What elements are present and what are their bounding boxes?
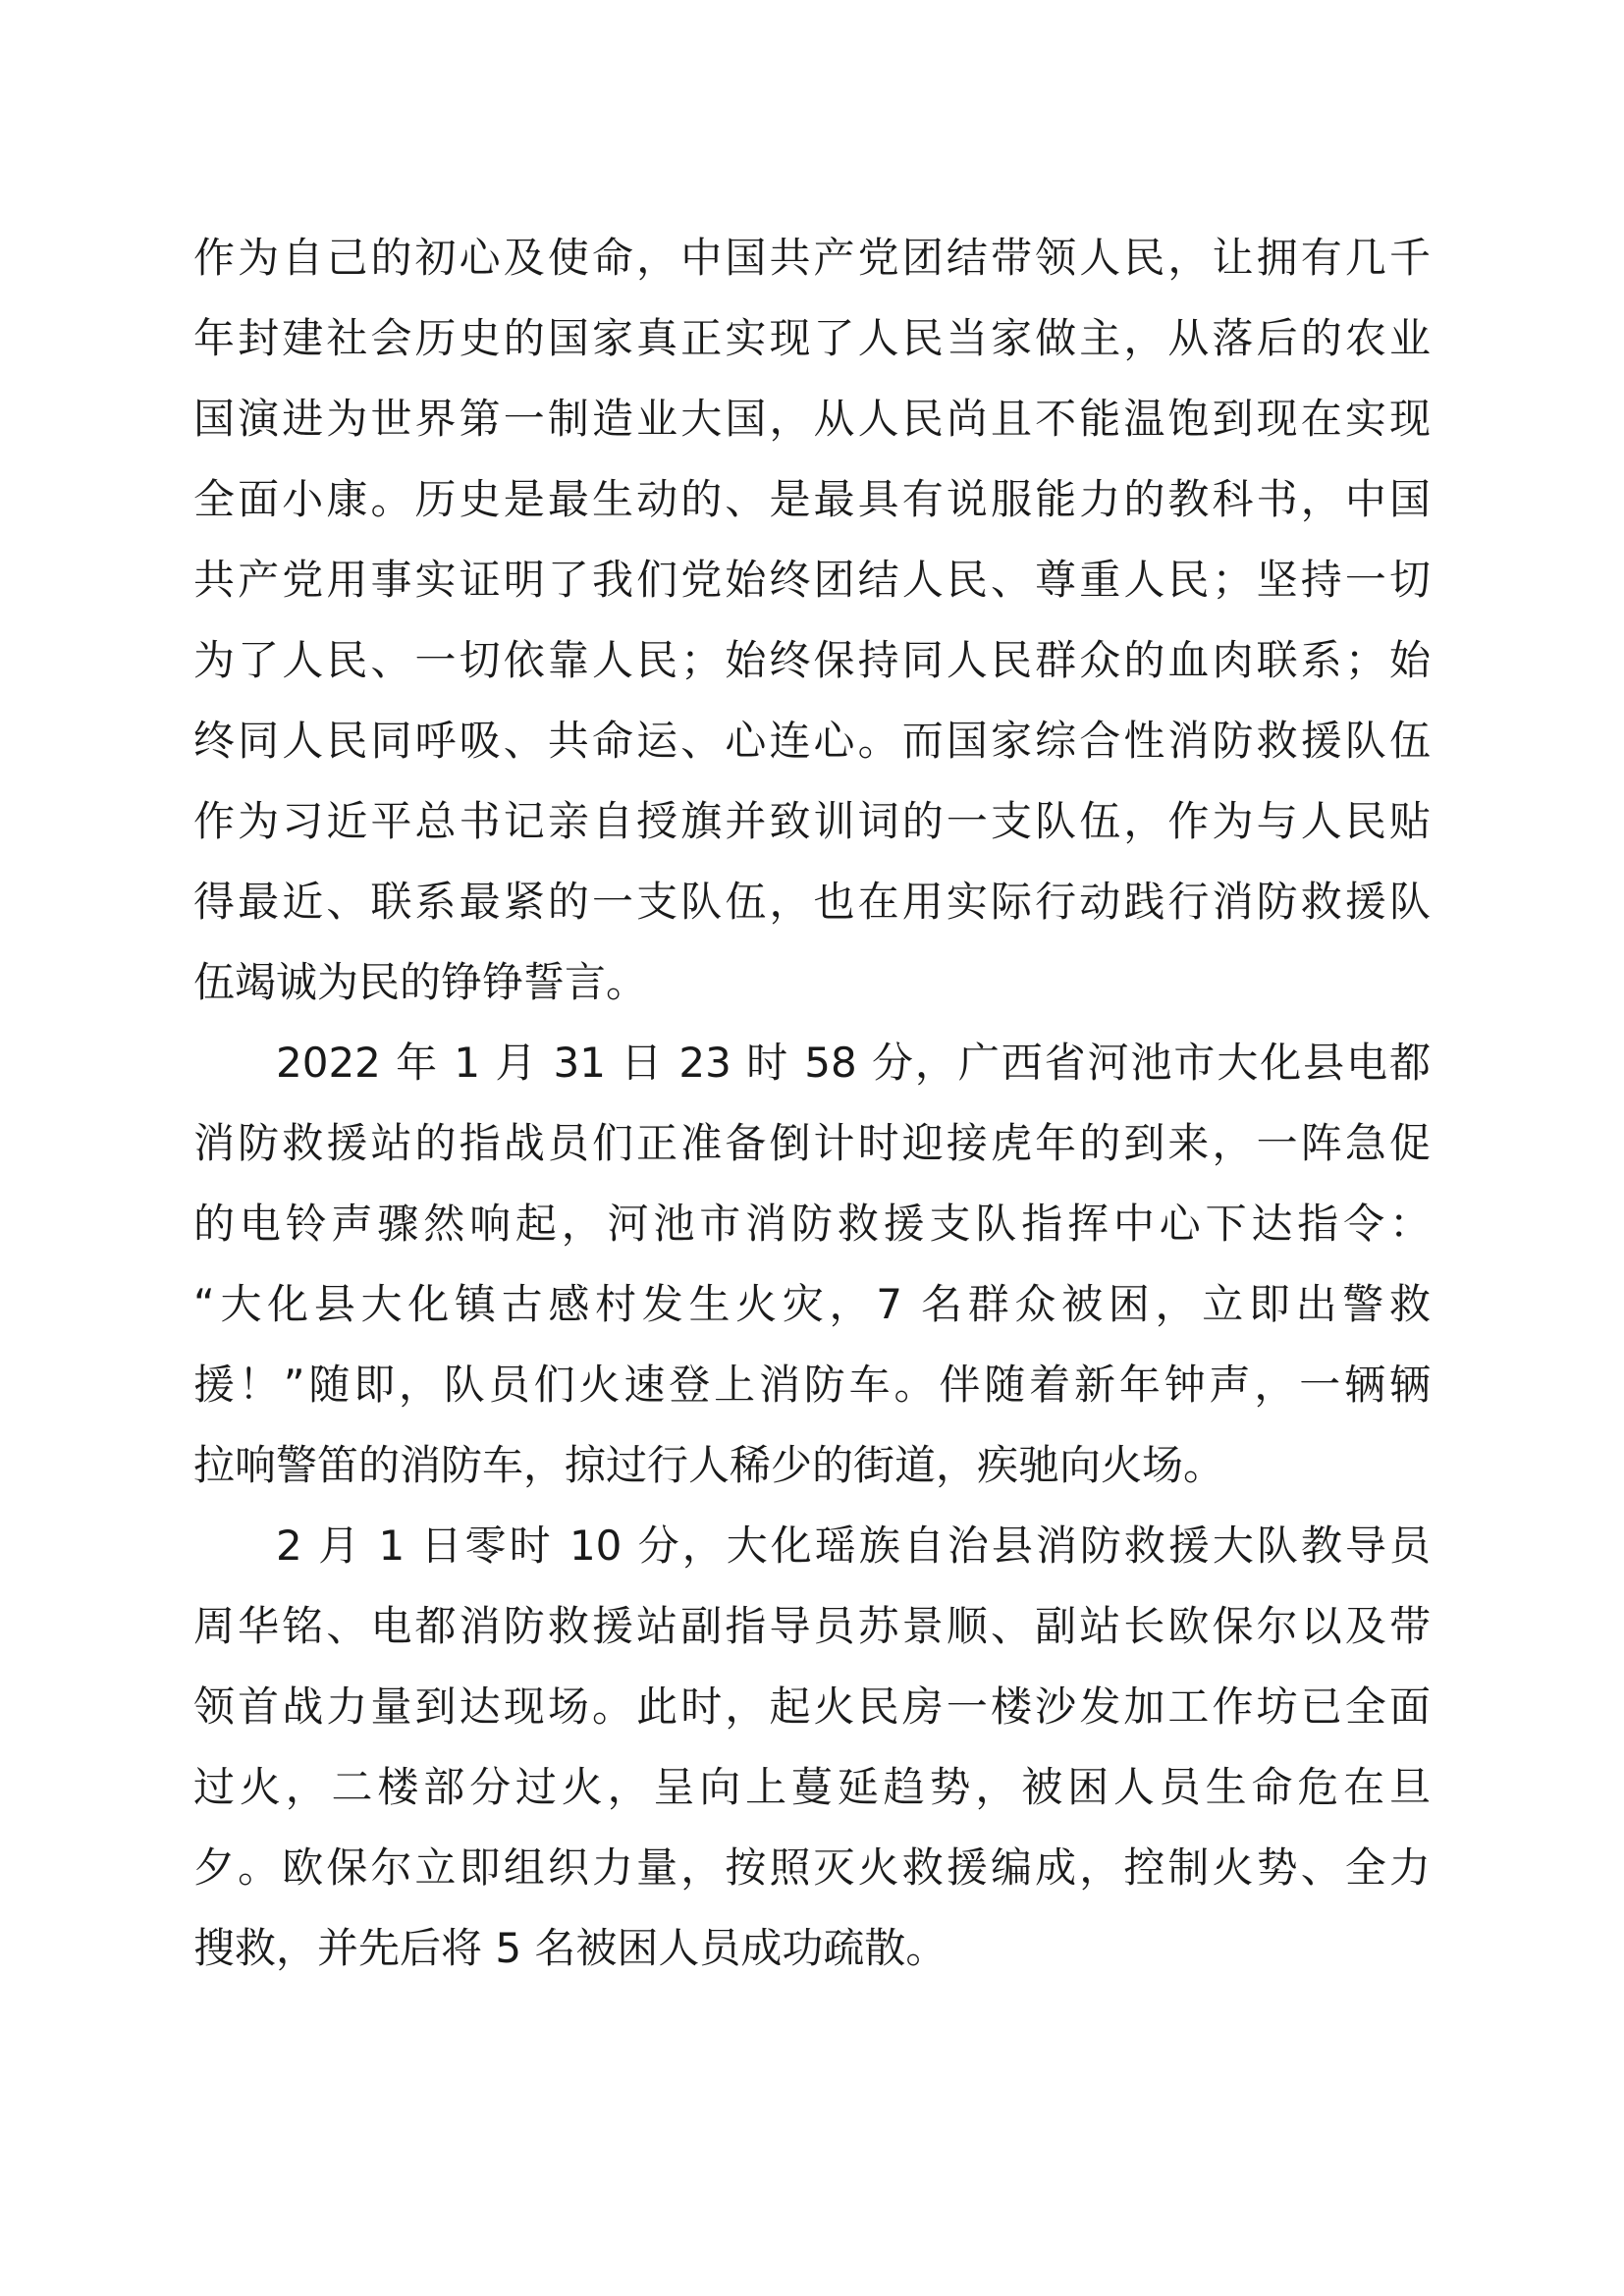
- paragraph-2: [193, 1023, 1431, 1506]
- text-line: 2022 年 1 月 31 日 23 时 58 分，广西省河池市大化县电都: [276, 1039, 1431, 1087]
- text-line: 2 月 1 日零时 10 分，大化瑶族自治县消防救援大队教导员: [276, 1522, 1431, 1570]
- text-line: 伍竭诚为民的铮铮誓言。: [193, 958, 648, 1006]
- text-line: 作为自己的初心及使命，中国共产党团结带领人民，让拥有几千: [193, 234, 1431, 282]
- text-line: 周华铭、电都消防救援站副指导员苏景顺、副站长欧保尔以及带: [193, 1602, 1431, 1650]
- body-text: [193, 218, 1431, 1989]
- text-line: 得最近、联系最紧的一支队伍，也在用实际行动践行消防救援队: [193, 878, 1431, 926]
- text-line: 拉响警笛的消防车，掠过行人稀少的街道，疾驰向火场。: [193, 1441, 1225, 1489]
- text-line: 作为习近平总书记亲自授旗并致训词的一支队伍，作为与人民贴: [193, 797, 1431, 845]
- text-line: 消防救援站的指战员们正准备倒计时迎接虎年的到来，一阵急促: [193, 1119, 1431, 1167]
- text-line: 的电铃声骤然响起，河池市消防救援支队指挥中心下达指令：: [193, 1200, 1431, 1248]
- text-line: 援！”随即，队员们火速登上消防车。伴随着新年钟声，一辆辆: [193, 1361, 1431, 1409]
- text-line: 终同人民同呼吸、共命运、心连心。而国家综合性消防救援队伍: [193, 717, 1431, 765]
- text-line: 国演进为世界第一制造业大国，从人民尚且不能温饱到现在实现: [193, 395, 1431, 443]
- text-line: 年封建社会历史的国家真正实现了人民当家做主，从落后的农业: [193, 314, 1431, 362]
- text-line: “大化县大化镇古感村发生火灾，7 名群众被困，立即出警救: [193, 1280, 1431, 1328]
- text-line: 领首战力量到达现场。此时，起火民房一楼沙发加工作坊已全面: [193, 1682, 1431, 1731]
- text-line: 过火，二楼部分过火，呈向上蔓延趋势，被困人员生命危在旦: [193, 1763, 1431, 1811]
- paragraph-1: [193, 218, 1431, 1023]
- paragraph-3: [193, 1506, 1431, 1989]
- text-line: 搜救，并先后将 5 名被困人员成功疏散。: [193, 1924, 947, 1972]
- text-line: 为了人民、一切依靠人民；始终保持同人民群众的血肉联系；始: [193, 636, 1431, 684]
- text-line: 共产党用事实证明了我们党始终团结人民、尊重人民；坚持一切: [193, 556, 1431, 604]
- text-line: 全面小康。历史是最生动的、是最具有说服能力的教科书，中国: [193, 475, 1431, 523]
- text-line: 夕。欧保尔立即组织力量，按照灭火救援编成，控制火势、全力: [193, 1843, 1431, 1892]
